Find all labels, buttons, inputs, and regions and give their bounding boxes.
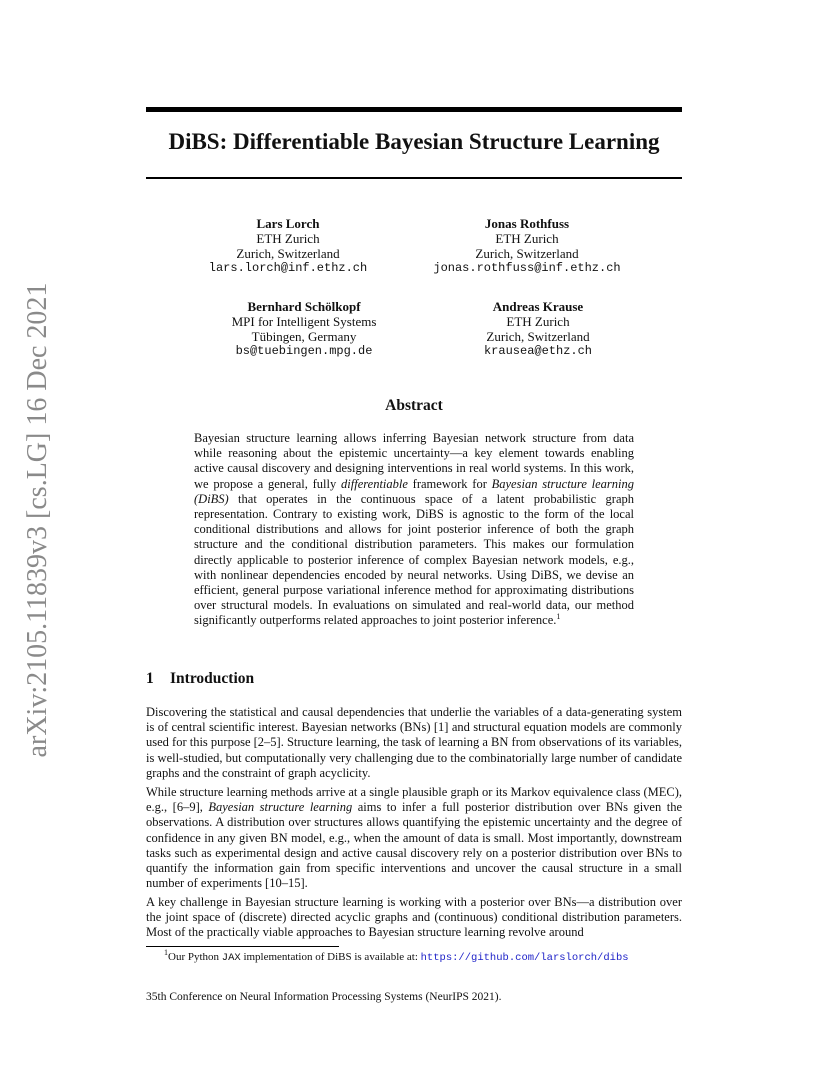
conference-notice: 35th Conference on Neural Information Processing Systems (NeurIPS 2021). [146,991,502,1003]
author-block [158,216,418,276]
author-affiliation: MPI for Intelligent Systems [231,314,377,329]
author-name: Jonas Rothfuss [484,216,570,231]
author-name: Andreas Krause [492,299,584,314]
author-name: Lars Lorch [256,216,320,231]
author-affiliation: ETH Zurich [506,314,570,329]
footnote-marker: 1 [556,612,561,622]
author-email: krausea@ethz.ch [483,344,593,358]
paragraph-emphasis: Bayesian structure learning [208,800,353,815]
abstract-body [194,431,634,629]
body-paragraph: A key challenge in Bayesian structure learning is working with a posterior over BNs—a distribution over the joint space of (discrete) directed acyclic graphs and (continuous) conditional distribution parameters. Most of the practically viable approaches to Bayesian structure learning revolve around [146,895,682,940]
title-bottom-rule [146,177,682,179]
abstract-emphasis: Bayesian structure learning (DiBS) [194,476,634,506]
paper-title: DiBS: Differentiable Bayesian Structure Learning [168,129,660,154]
author-email: lars.lorch@inf.ethz.ch [208,261,368,275]
abstract-text: framework for [407,476,492,491]
author-block [408,299,668,359]
author-email: bs@tuebingen.mpg.de [235,344,373,358]
author-location: Zurich, Switzerland [486,329,590,344]
abstract-text: Bayesian structure learning allows inferring Bayesian network structure from data while reasoning about the epistemic uncertainty—a key element towards enabling active causal discovery and designing interventions in real world systems. In this work, we propose a general, fully [194,431,634,491]
footnote-rule [146,946,339,947]
author-email: jonas.rothfuss@inf.ethz.ch [433,261,621,275]
author-affiliation: ETH Zurich [495,231,559,246]
author-location: Zurich, Switzerland [236,246,340,261]
footnote [164,948,629,965]
section-title: Introduction [170,670,255,687]
arxiv-identifier-sidebar [22,282,53,758]
abstract-text: that operates in the continuous space of a latent probabilistic graph representation. Contrary to existing work, DiBS is agnostic to the form of the local conditional distributions and allows for joint posterior inference of both the graph structure and the conditional distribution parameters. This makes our formulation directly applicable to posterior inference of complex Bayesian network models, e.g., with nonlinear dependencies encoded by neural networks. Using DiBS, we devise an efficient, general purpose variational inference method for approximating distributions over structural models. In evaluations on simulated and real-world data, our method significantly outperforms related approaches to joint posterior inference. [194,491,634,628]
paragraph-text: While structure learning methods arrive at a single plausible graph or its Markov equivalence class (MEC), e.g., [6–9], [146,785,682,815]
repository-link[interactable]: https://github.com/larslorch/dibs [420,952,629,964]
author-block [174,299,434,359]
author-block [397,216,657,276]
section-heading [146,670,254,688]
footnote-mark: 1 [164,948,168,957]
author-location: Zurich, Switzerland [475,246,579,261]
abstract-emphasis: differentiable [341,476,408,491]
footnote-text: implementation of DiBS is available at: [240,951,421,963]
arxiv-identifier: arXiv:2105.11839v3 [cs.LG] 16 Dec 2021 [22,282,53,758]
author-affiliation: ETH Zurich [256,231,320,246]
footnote-text: Our Python [168,951,222,963]
author-location: Tübingen, Germany [251,329,357,344]
section-number: 1 [146,670,154,687]
paragraph-text: aims to infer a full posterior distribution over BNs given the observations. A distribution over structures allows quantifying the epistemic uncertainty and the degree of confidence in any given BN model, e.g., when the amount of data is small. Most importantly, downstream tasks such as experimental design and active causal discovery rely on a posterior distribution over BNs to quantify the information gain from specific interventions and uncover the causal structure in a small number of experiments [10–15]. [146,800,682,891]
abstract-heading: Abstract [385,397,443,414]
body-paragraph [146,785,682,891]
footnote-code: JAX [221,952,241,964]
body-paragraph: Discovering the statistical and causal dependencies that underlie the variables of a data-generating system is of central scientific interest. Bayesian networks (BNs) [1] and structural equation models are commonly used for this purpose [2–5]. Structure learning, the task of learning a BN from observations of its variables, is well-studied, but computationally very challenging due to the combinatorially large number of candidate graphs and the constraint of graph acyclicity. [146,705,682,780]
title-top-rule [146,107,682,112]
author-name: Bernhard Schölkopf [247,299,361,314]
